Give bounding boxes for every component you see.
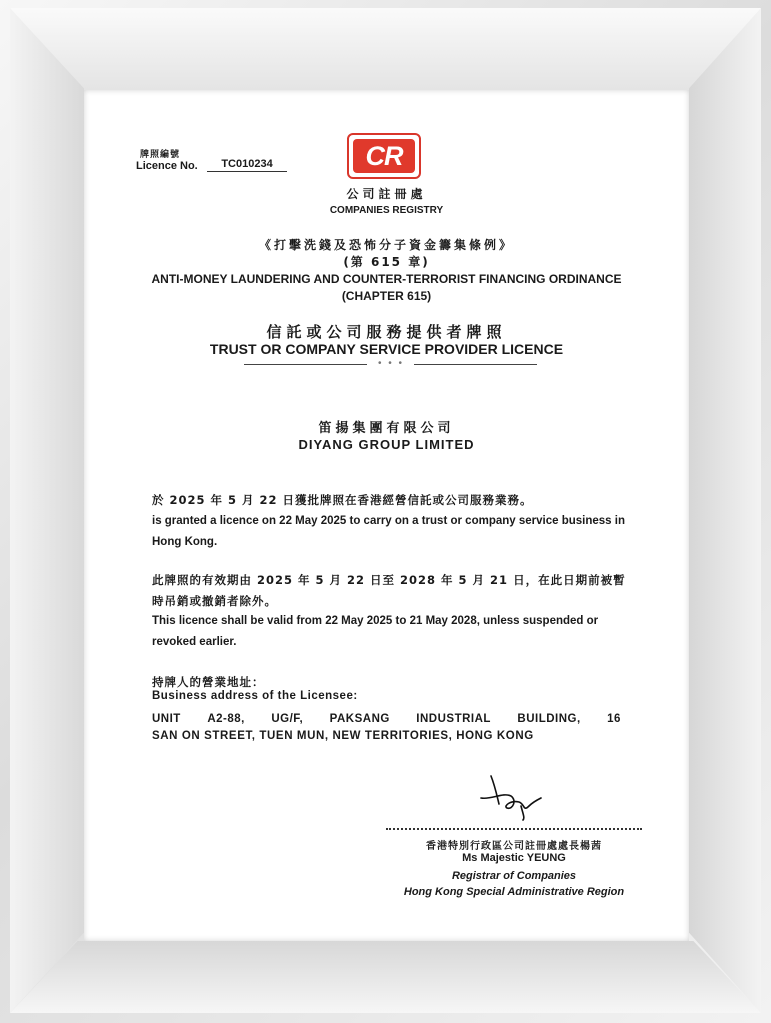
signature-line — [386, 828, 642, 830]
divider-left — [244, 364, 367, 365]
registry-name-zh: 公司註冊處 — [346, 187, 427, 201]
frame-bevel-left — [10, 8, 84, 1013]
ordinance-title: ANTI-MONEY LAUNDERING AND COUNTER-TERRORIST FINANCING ORDINANCE — [151, 272, 622, 286]
licence-title-zh: 信託或公司服務提供者牌照 — [266, 323, 507, 341]
frame-bevel-right — [689, 8, 761, 1013]
registry-name: COMPANIES REGISTRY — [329, 205, 444, 216]
validity-statement-zh: 此牌照的有效期由 2025 年 5 月 22 日至 2028 年 5 月 21 日，在此日期前被暫時吊銷或撤銷者除外。 — [152, 573, 626, 608]
address-word: A2-88, — [207, 713, 245, 725]
address-word: PAKSANG — [329, 713, 390, 725]
ordinance-title-zh: 《打擊洗錢及恐怖分子資金籌集條例》 — [258, 238, 514, 252]
registrar-signature — [477, 772, 549, 822]
address-word: BUILDING, — [517, 713, 581, 725]
company-name-zh: 笛揚集團有限公司 — [318, 421, 455, 436]
frame-bevel-top — [10, 8, 761, 90]
address-label: Business address of the Licensee: — [152, 690, 358, 702]
frame-bevel-bottom — [10, 941, 761, 1013]
divider-right — [414, 364, 537, 365]
registrar-role: Registrar of Companies — [451, 870, 577, 882]
registrar-name: Ms Majestic YEUNG — [462, 852, 566, 864]
address-word: UG/F, — [271, 713, 304, 725]
licence-number-label: Licence No. — [136, 160, 198, 172]
grant-statement: is granted a licence on 22 May 2025 to carry on a trust or company service business in Hong Kong. — [152, 515, 625, 548]
registrar-region: Hong Kong Special Administrative Region — [403, 886, 625, 898]
validity-statement: This licence shall be valid from 22 May 2025 to 21 May 2028, unless suspended or revoked earlier. — [152, 615, 599, 648]
logo-text: CR — [353, 139, 415, 173]
licence-certificate — [84, 90, 689, 941]
licence-number: TC010234 — [207, 158, 287, 172]
address-word: UNIT — [152, 713, 181, 725]
licence-title: TRUST OR COMPANY SERVICE PROVIDER LICENCE — [209, 341, 564, 357]
registrar-title-zh: 香港特別行政區公司註冊處處長楊茜 — [426, 841, 602, 852]
divider-dots: • • • — [377, 358, 405, 369]
address-label-zh: 持牌人的營業地址： — [152, 675, 265, 689]
address-word: INDUSTRIAL — [416, 713, 491, 725]
address-word: 16 — [607, 713, 621, 725]
company-name: DIYANG GROUP LIMITED — [298, 437, 475, 452]
ordinance-chapter-zh: (第 615 章) — [343, 255, 430, 269]
licence-number-label-zh: 牌照編號 — [140, 150, 181, 160]
ordinance-chapter: (CHAPTER 615) — [341, 289, 432, 303]
grant-statement-zh: 於 2025 年 5 月 22 日獲批牌照在香港經營信託或公司服務業務。 — [152, 493, 533, 507]
companies-registry-logo — [347, 133, 421, 179]
address-line-2: SAN ON STREET, TUEN MUN, NEW TERRITORIES, HONG KONG — [152, 730, 534, 742]
address-line-1 — [152, 713, 621, 725]
